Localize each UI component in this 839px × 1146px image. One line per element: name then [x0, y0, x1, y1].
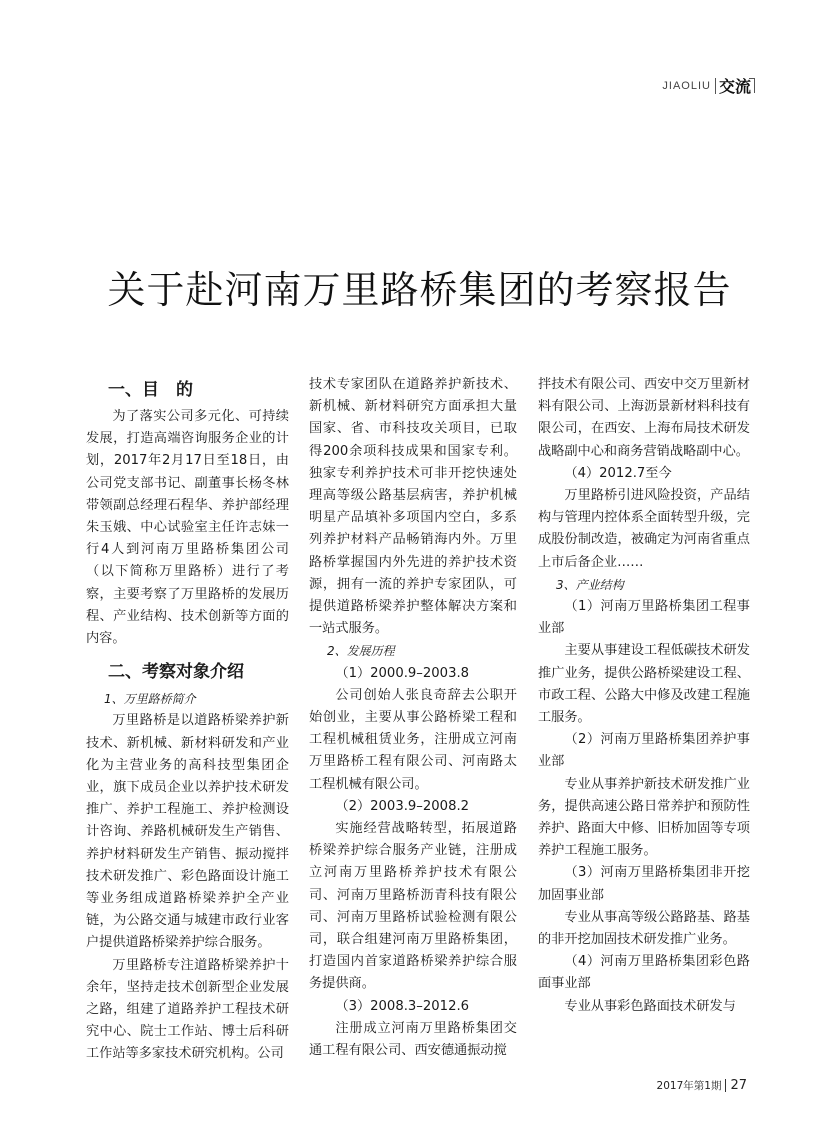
division-heading: （1）河南万里路桥集团工程事业部: [538, 599, 750, 637]
paragraph: 万里路桥是以道路桥梁养护新技术、新机械、新材料研发和产业化为主营业务的高科技型集团企业，旗下成员企业以养护技术研发推广、养护工程施工、养护检测设计咨询、养路机械研发生产销售、养护材料研发生产销售、振动搅拌技术研发推广、彩色路面设计施工等业务组成道路桥梁养护全产业链，为公路交通与城建市政行业客户提供道路桥梁养护综合服务。: [86, 713, 289, 951]
page-footer: [657, 1078, 747, 1093]
period-label: （4）2012.7至今: [564, 465, 672, 481]
column-1: [86, 374, 289, 1066]
subheading-history: 2、发展历程: [327, 644, 395, 659]
section-name-en: JIAOLIU: [662, 79, 711, 92]
section-heading-intro: 二、考察对象介绍: [108, 662, 244, 683]
section-header: [662, 74, 751, 97]
division-heading: （3）河南万里路桥集团非开挖加固事业部: [538, 865, 750, 903]
period-label: （2）2003.9–2008.2: [335, 798, 470, 814]
paragraph: 万里路桥专注道路桥梁养护十余年，坚持走技术创新型企业发展之路，组建了道路养护工程技术研究中心、院士工作站、博士后科研工作站等多家技术研究机构。公司: [86, 957, 289, 1062]
page-number: 27: [730, 1078, 747, 1093]
paragraph: 万里路桥引进风险投资，产品结构与管理内控体系全面转型升级，完成股份制改造，被确定为河南省重点上市后备企业……: [538, 488, 750, 570]
paragraph: 注册成立河南万里路桥集团交通工程有限公司、西安德通振动搅: [309, 1020, 517, 1059]
section-name-cn: 交流: [718, 77, 751, 96]
subheading-overview: 1、万里路桥简介: [104, 692, 196, 707]
paragraph: 为了落实公司多元化、可持续发展，打造高端咨询服务企业的计划，2017年2月17日至18日，由公司党支部书记、副董事长杨冬林带领副总经理石程华、养护部经理朱玉娥、中心试验室主任许志妹一行4人到河南万里路桥集团公司（以下简称万里路桥）进行了考察，主要考察了万里路桥的发展历程、产业结构、技术创新等方面的内容。: [86, 409, 289, 647]
footer-divider: [725, 1079, 726, 1092]
paragraph: 主要从事建设工程低碳技术研发推广业务，提供公路桥梁建设工程、市政工程、公路大中修及改建工程施工服务。: [538, 643, 750, 726]
division-heading: （2）河南万里路桥集团养护事业部: [538, 732, 750, 770]
subheading-structure: 3、产业结构: [556, 577, 624, 592]
period-label: （3）2008.3–2012.6: [335, 998, 470, 1014]
issue-label: 2017年第1期: [656, 1080, 722, 1092]
header-divider: [715, 78, 716, 94]
section-heading-purpose: 一、目 的: [108, 380, 193, 400]
period-label: （1）2000.9–2003.8: [335, 665, 470, 681]
division-heading: （4）河南万里路桥集团彩色路面事业部: [538, 954, 750, 992]
article-title: 关于赴河南万里路桥集团的考察报告: [107, 268, 732, 313]
column-3: [538, 374, 750, 1018]
paragraph: 专业从事养护新技术研发推广业务，提供高速公路日常养护和预防性养护、路面大中修、旧桥加固等专项养护工程施工服务。: [538, 776, 750, 859]
paragraph: 专业从事高等级公路路基、路基的非开挖加固技术研发推广业务。: [538, 909, 750, 948]
paragraph: 技术专家团队在道路养护新技术、新机械、新材料研究方面承担大量国家、省、市科技攻关项目，已取得200余项科技成果和国家专利。独家专利养护技术可非开挖快速处理高等级公路基层病害，养护机械明星产品填补多项国内空白，多系列养护材料产品畅销海内外。万里路桥掌握国内外先进的养护技术资源，拥有一流的养护专家团队，可提供道路桥梁养护整体解决方案和一站式服务。: [309, 377, 517, 637]
paragraph: 公司创始人张良奇辞去公职开始创业，主要从事公路桥梁工程和工程机械租赁业务，注册成立河南万里路桥工程有限公司、河南路太工程机械有限公司。: [309, 687, 517, 792]
paragraph: 专业从事彩色路面技术研发与: [564, 998, 736, 1014]
paragraph: 实施经营战略转型，拓展道路桥梁养护综合服务产业链，注册成立河南万里路桥养护技术有限公司、河南万里路桥沥青科技有限公司、河南万里路桥试验检测有限公司，联合组建河南万里路桥集团，打造国内首家道路桥梁养护综合服务提供商。: [309, 821, 517, 992]
header-corner-mark: [749, 78, 755, 93]
paragraph: 拌技术有限公司、西安中交万里新材料有限公司、上海沥景新材料科技有限公司，在西安、上海布局技术研发战略副中心和商务营销战略副中心。: [538, 377, 750, 459]
column-2: [309, 374, 517, 1062]
